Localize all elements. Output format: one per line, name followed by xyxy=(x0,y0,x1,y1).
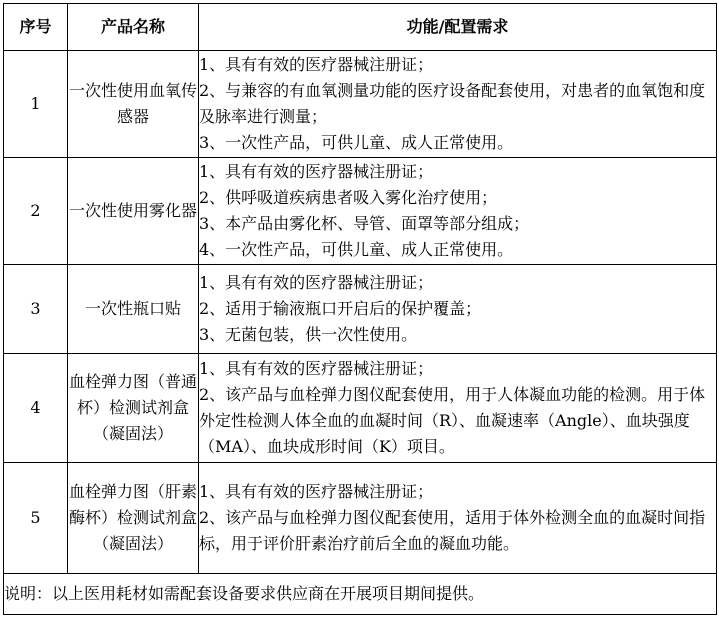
requirements-table xyxy=(3,3,717,615)
table-row xyxy=(4,51,717,158)
requirement-line: 2、该产品与血栓弹力图仪配套使用，适用于体外检测全血的血凝时间指标，用于评价肝素治疗前后全血的凝血功能。 xyxy=(199,508,706,553)
function-requirements xyxy=(199,265,717,354)
function-requirements xyxy=(199,354,717,463)
row-number: 3 xyxy=(4,265,68,354)
requirement-line: 2、与兼容的有血氧测量功能的医疗设备配套使用，对患者的血氧饱和度及脉率进行测量； xyxy=(199,81,706,126)
requirement-line: 2、供呼吸道疾病患者吸入雾化治疗使用； xyxy=(199,188,498,207)
row-number: 5 xyxy=(4,463,68,574)
row-number: 2 xyxy=(4,158,68,265)
table-note: 说明：以上医用耗材如需配套设备要求供应商在开展项目期间提供。 xyxy=(4,574,717,615)
header-function-requirements: 功能/配置需求 xyxy=(199,4,717,51)
requirement-line: 3、本产品由雾化杯、导管、面罩等部分组成； xyxy=(199,214,530,233)
table-note-row xyxy=(4,574,717,615)
table-row xyxy=(4,354,717,463)
table-header-row xyxy=(4,4,717,51)
product-name: 一次性使用血氧传感器 xyxy=(68,51,199,158)
function-requirements xyxy=(199,51,717,158)
table-row xyxy=(4,158,717,265)
row-number: 1 xyxy=(4,51,68,158)
requirement-line: 1、具有有效的医疗器械注册证； xyxy=(199,162,434,181)
product-name: 血栓弹力图（普通杯）检测试剂盒（凝固法） xyxy=(68,354,199,463)
requirement-line: 1、具有有效的医疗器械注册证； xyxy=(199,359,434,378)
requirement-line: 3、一次性产品，可供儿童、成人正常使用。 xyxy=(199,133,514,152)
product-name: 一次性使用雾化器 xyxy=(68,158,199,265)
row-number: 4 xyxy=(4,354,68,463)
product-name: 一次性瓶口贴 xyxy=(68,265,199,354)
function-requirements xyxy=(199,158,717,265)
requirement-line: 1、具有有效的医疗器械注册证； xyxy=(199,482,434,501)
header-product-name: 产品名称 xyxy=(68,4,199,51)
requirement-line: 2、该产品与血栓弹力图仪配套使用，用于人体凝血功能的检测。用于体外定性检测人体全血的血凝时间（R）、血凝速率（Angle）、血块强度（MA）、血块成形时间（K）项目。 xyxy=(199,385,706,456)
table-row xyxy=(4,265,717,354)
requirement-line: 2、适用于输液瓶口开启后的保护覆盖； xyxy=(199,299,482,318)
function-requirements xyxy=(199,463,717,574)
requirement-line: 1、具有有效的医疗器械注册证； xyxy=(199,55,434,74)
requirement-line: 3、无菌包装，供一次性使用。 xyxy=(199,325,418,344)
product-name: 血栓弹力图（肝素酶杯）检测试剂盒（凝固法） xyxy=(68,463,199,574)
table-row xyxy=(4,463,717,574)
requirement-line: 1、具有有效的医疗器械注册证； xyxy=(199,273,434,292)
header-no: 序号 xyxy=(4,4,68,51)
requirement-line: 4、一次性产品，可供儿童、成人正常使用。 xyxy=(199,240,514,259)
